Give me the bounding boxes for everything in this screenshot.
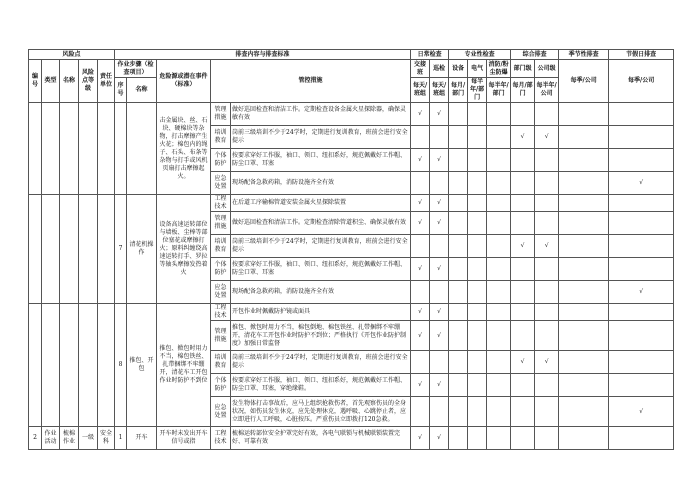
step-name: 推包、开包	[127, 304, 157, 427]
equipment-header: 设备	[449, 60, 468, 78]
steps-header: 作业步骤（检查项目）	[115, 60, 157, 78]
handover-frequency: 每天/班组	[411, 78, 430, 103]
step-name: 清花机操作	[127, 195, 157, 304]
category-cell: 管理措施	[211, 321, 231, 351]
step-seq: 7	[115, 195, 127, 304]
category-cell: 管理措施	[211, 212, 231, 235]
hazard-cell: 设备高速运转部位与墙板、尘棒等部位塞花或摩擦打火；原料纠缠绕高速运转打手、罗拉等轴头摩擦发热着火	[157, 195, 211, 304]
electrical-header: 电气	[468, 60, 487, 78]
check-mark: √	[411, 258, 430, 281]
category-cell: 工程技术	[211, 195, 231, 212]
category-cell: 个体防护	[211, 374, 231, 397]
seasonal-frequency: 每季/公司	[559, 60, 609, 103]
hazard-cell: 推包、掀包时用力不当，棉包铁丝、扎带捆绑不牢绷开，清花车工开包作业时防护不到位	[157, 304, 211, 427]
check-mark: √	[430, 427, 449, 450]
electrical-frequency: 每半年/部门	[468, 78, 487, 103]
patrol-header: 巡检	[430, 60, 449, 78]
check-mark: √	[411, 374, 430, 397]
special-check-header: 专业性检查	[449, 50, 511, 60]
category-cell: 工程技术	[211, 427, 231, 450]
check-mark: √	[511, 126, 535, 149]
check-mark: √	[411, 212, 430, 235]
fire-frequency: 每半年/部门	[487, 78, 511, 103]
header-row-2	[29, 60, 674, 78]
category-cell: 培训教育	[211, 126, 231, 149]
check-mark: √	[411, 427, 430, 450]
num-header: 编号	[29, 60, 42, 103]
measure-cell: 做好巡回检查和清洁工作。定期检查设备金属火星探除器，确保灵敏有效	[231, 103, 411, 126]
category-cell: 应急处置	[211, 281, 231, 304]
check-mark: √	[411, 304, 430, 321]
handover-header: 交接班	[411, 60, 430, 78]
category-cell: 培训教育	[211, 235, 231, 258]
check-mark: √	[411, 103, 430, 126]
measure-cell: 开包作业时佩戴防护镜或面具	[231, 304, 411, 321]
check-mark: √	[411, 195, 430, 212]
equipment-frequency: 每月/部门	[449, 78, 468, 103]
check-mark: √	[411, 149, 430, 172]
step-seq: 8	[115, 304, 127, 427]
patrol-frequency: 每天/班组	[430, 78, 449, 103]
hazard-cell: 开车时未发出开车信号或指	[157, 427, 211, 450]
category-cell: 工程技术	[211, 304, 231, 321]
risk-level-header: 风险点等级	[79, 60, 98, 103]
comprehensive-check-header: 综合排查	[511, 50, 559, 60]
row-number: 2	[29, 427, 42, 450]
measure-cell: 岗前三级培训不少于24学时，定期进行复训教育，班前会进行安全提示	[231, 351, 411, 374]
company-level-header: 公司级	[535, 60, 559, 78]
holiday-check-header: 节假日排查	[609, 50, 674, 60]
check-mark: √	[430, 321, 449, 351]
daily-check-header: 日常检查	[411, 50, 449, 60]
check-mark: √	[609, 172, 674, 195]
seq-header: 序号	[115, 78, 127, 103]
measure-cell: 在后道工序输棉管道安装金属火星探除装置	[231, 195, 411, 212]
risk-point-header: 风险点	[29, 50, 115, 60]
category-cell: 应急处置	[211, 397, 231, 427]
table-row	[29, 304, 674, 321]
measure-cell: 岗前三级培训不少于24学时，定期进行复训教育，班前会进行安全提示	[231, 126, 411, 149]
measure-cell: 现场配备急救药箱，消防设施齐全有效	[231, 281, 411, 304]
row-unit: 安全科	[98, 427, 115, 450]
type-header: 类型	[42, 60, 60, 103]
step-seq: 1	[115, 427, 127, 450]
check-mark: √	[609, 281, 674, 304]
measure-cell: 做好巡回检查和清洁工作。定期检查清除管道积尘、确保灵敏有效	[231, 212, 411, 235]
measure-cell: 按要求穿好工作服，袖口、领口、纽扣系好，规范佩戴好工作帽、防尘口罩、耳塞	[231, 258, 411, 281]
row-type: 作业活动	[42, 427, 60, 450]
row-level: 一级	[79, 427, 98, 450]
fire-header: 消防/粉尘防爆	[488, 60, 509, 76]
category-cell: 个体防护	[211, 149, 231, 172]
measure-cell: 推包、掀包时用力不当，棉包倒地、棉包铁丝、扎带捆绑不牢绷开，清花车工开包作业时防护不到位；严格执行《开包作业防护制度》加强日常监督	[231, 321, 411, 351]
check-mark: √	[430, 374, 449, 397]
category-cell: 管理措施	[211, 103, 231, 126]
holiday-frequency: 每季/公司	[609, 60, 674, 103]
measure-cell: 发生物体打击事故后，应马上组织抢救伤者，首先观察伤员的全身状况，如伤员发生休克，应先处理休克，遇呼吸、心跳停止者，应立即进行人工呼吸，心脏按压。严重伤员立即拨打120急救。	[231, 397, 411, 427]
row-name: 梳棉作业	[60, 427, 79, 450]
company-frequency: 每半年/公司	[535, 78, 559, 103]
measure-cell: 现场配备急救药箱，消防设施齐全有效	[231, 172, 411, 195]
table-row	[29, 195, 674, 212]
check-mark: √	[430, 195, 449, 212]
measure-cell: 按要求穿好工作服，袖口、领口、纽扣系好，规范佩戴好工作帽、防尘口罩、耳塞，穿绝缘鞋。	[231, 374, 411, 397]
name-header: 名称	[60, 60, 79, 103]
responsible-unit-header: 责任单位	[98, 60, 115, 103]
step-name: 开车	[127, 427, 157, 450]
measure-cell: 按要求穿好工作服，袖口、领口、纽扣系好，规范佩戴好工作帽、防尘口罩、耳塞	[231, 149, 411, 172]
check-mark: √	[411, 321, 430, 351]
measure-cell: 梳棉运转部位安全护罩完好有效，各电气联锁与机械联锁装置完好、可靠有效	[231, 427, 411, 450]
category-cell: 培训教育	[211, 351, 231, 374]
check-mark: √	[430, 149, 449, 172]
check-mark: √	[535, 235, 559, 258]
check-mark: √	[511, 351, 535, 374]
seasonal-check-header: 季节性排查	[559, 50, 609, 60]
measure-cell: 岗前三级培训不少于24学时，定期进行复训教育，班前会进行安全提示	[231, 235, 411, 258]
dept-frequency: 每月/部门	[511, 78, 535, 103]
check-mark: √	[535, 126, 559, 149]
table-row	[29, 103, 674, 126]
risk-check-table	[28, 49, 674, 450]
dept-level-header: 部门级	[511, 60, 535, 78]
check-mark: √	[430, 258, 449, 281]
category-cell: 应急处置	[211, 172, 231, 195]
check-mark: √	[430, 304, 449, 321]
check-mark: √	[430, 212, 449, 235]
check-mark: √	[430, 103, 449, 126]
header-row-1	[29, 50, 674, 60]
category-cell: 个体防护	[211, 258, 231, 281]
content-standard-header: 排查内容与排查标准	[115, 50, 411, 60]
check-mark: √	[511, 235, 535, 258]
hazard-cell: 击金属块、丝、石块、硬棉块等杂物，打击摩擦产生火花；棉包内的绳子、石头、布条等杂物与打手或风机页扇打击摩擦起火。	[157, 103, 211, 195]
step-name-header: 名称	[127, 78, 157, 103]
check-mark: √	[535, 351, 559, 374]
table-row	[29, 427, 674, 450]
measures-header: 管控措施	[211, 60, 411, 103]
check-mark: √	[609, 397, 674, 427]
hazard-header: 危险源或潜在事件（标准）	[157, 60, 211, 103]
